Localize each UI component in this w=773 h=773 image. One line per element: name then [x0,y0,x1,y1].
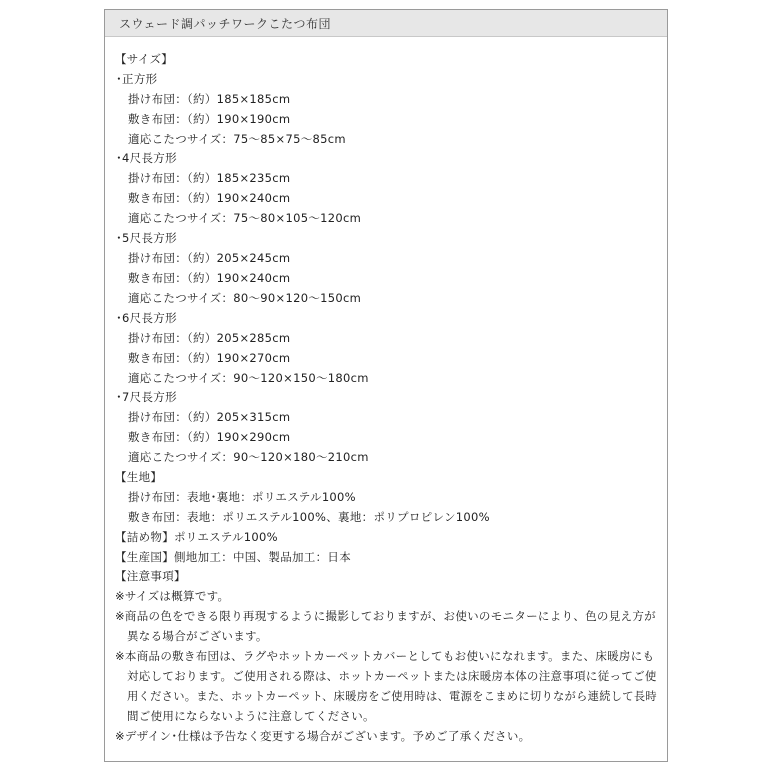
origin-line: 【生産国】側地加工：中国、製品加工：日本 [115,550,351,564]
size-item: 敷き布団：（約）190×240cm [128,271,291,285]
filling-line: 【詰め物】ポリエステル100% [115,530,278,544]
note-line: ※商品の色をできる限り再現するように撮影しておりますが、お使いのモニターにより、色の見え方が [115,609,656,623]
fabric-item: 掛け布団：表地･裏地：ポリエステル100% [128,490,356,504]
size-item: 適応こたつサイズ：75～85×75～85cm [128,132,346,146]
size-item: 敷き布団：（約）190×270cm [128,351,291,365]
size-group-name: ･5尺長方形 [116,231,177,245]
fabric-heading: 【生地】 [115,470,163,484]
note-line: 異なる場合がございます。 [127,629,268,643]
note-line: 用ください。また、ホットカーペット、床暖房をご使用時は、電源をこまめに切りながら連続して長時 [127,690,657,703]
spec-panel [104,9,668,762]
size-group-name: ･6尺長方形 [116,311,177,325]
size-item: 適応こたつサイズ：90～120×150～180cm [128,371,369,385]
size-item: 掛け布団：（約）185×185cm [128,92,291,106]
size-item: 敷き布団：（約）190×290cm [128,430,291,444]
size-item: 掛け布団：（約）205×315cm [128,410,291,424]
size-item: 適応こたつサイズ：75～80×105～120cm [128,211,362,225]
size-item: 掛け布団：（約）205×245cm [128,251,291,265]
size-item: 敷き布団：（約）190×240cm [128,191,291,205]
size-group-name: ･正方形 [116,72,158,86]
size-item: 掛け布団：（約）205×285cm [128,331,291,345]
note-line: ※本商品の敷き布団は、ラグやホットカーペットカバーとしてもお使いになれます。また、床暖房にも [115,649,655,663]
size-heading: 【サイズ】 [115,52,174,66]
note-line: 対応しております。ご使用される際は、ホットカーペットまたは床暖房本体の注意事項に従ってご使 [127,669,657,683]
note-line: ※サイズは概算です。 [115,589,230,603]
size-item: 適応こたつサイズ：90～120×180～210cm [128,450,369,464]
size-group-name: ･7尺長方形 [116,390,177,404]
size-group-name: ･4尺長方形 [116,151,177,165]
note-line: ※デザイン･仕様は予告なく変更する場合がございます。予めご了承ください。 [115,729,531,743]
fabric-item: 敷き布団：表地：ポリエステル100%、裏地：ポリプロピレン100% [128,510,490,524]
panel-header [105,10,667,37]
spec-body [105,36,667,761]
notes-heading: 【注意事項】 [115,569,186,583]
note-line: 間ご使用にならないように注意してください。 [127,709,375,723]
size-item: 敷き布団：（約）190×190cm [128,112,291,126]
panel-title: スウェード調パッチワークこたつ布団 [119,17,332,31]
size-item: 掛け布団：（約）185×235cm [128,171,291,185]
size-item: 適応こたつサイズ：80～90×120～150cm [128,291,362,305]
